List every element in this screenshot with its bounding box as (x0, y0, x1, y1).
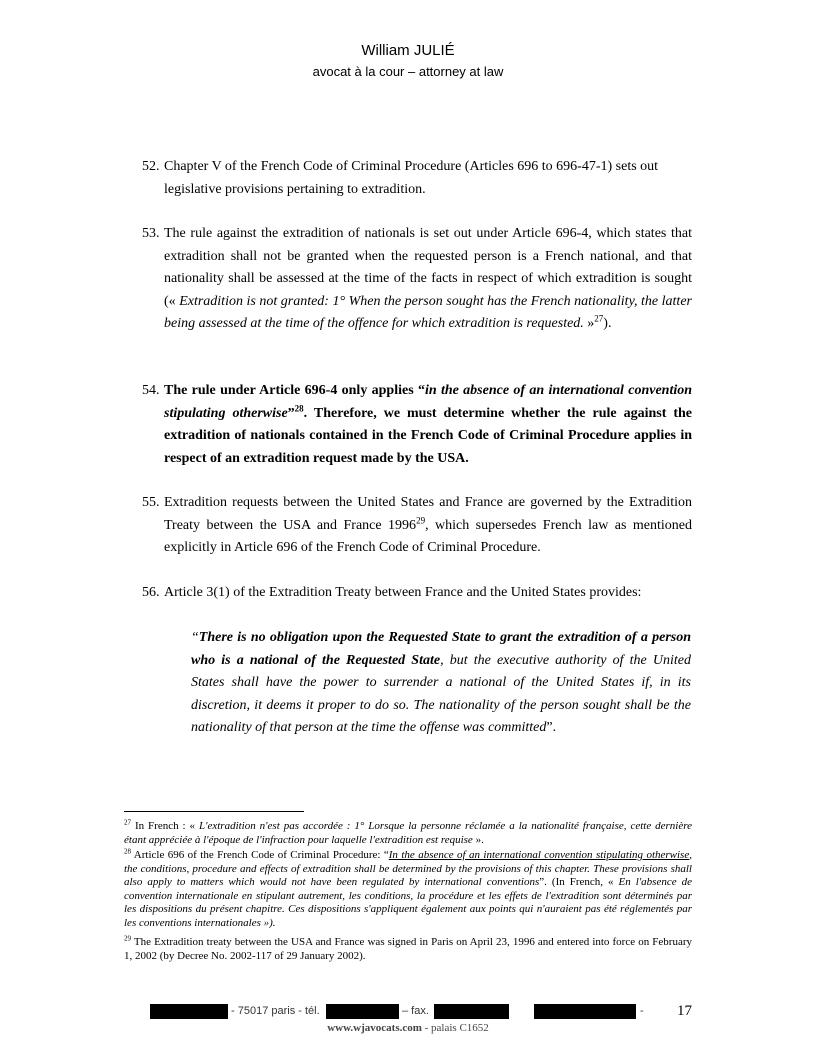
footnote-underlined-text: In the absence of an international convention stipulating otherwise (388, 849, 690, 861)
footnote-italic-french: En l'absence de convention internationale en stipulant autrement, les conditions, la procédure et les effets de l'extradition sont déterminés par les dispositions du présent chapitre. Ces dispositions s'appliquent également aux points qui n'auraient pas été réglementés par les conventions internationales »). (124, 876, 692, 929)
quoted-text: Extradition is not granted: 1° When the person sought has the French nationality, the latter being assessed at the time of the offence for which extradition is requested. (164, 293, 692, 331)
footer-dash: - (640, 1005, 644, 1017)
footnote-mark: 28 (124, 847, 131, 856)
paragraph-text (164, 223, 692, 336)
paragraph-55 (142, 492, 692, 560)
footnote-ref-29[interactable]: 29 (416, 514, 426, 525)
letterhead-name: William JULIÉ (361, 42, 455, 59)
text-segment: ” (287, 405, 295, 421)
footnote-ref-28[interactable]: 28 (294, 402, 304, 413)
paragraph-53 (142, 223, 692, 336)
paragraph-text (164, 492, 692, 560)
paragraph-number: 56. (142, 585, 160, 600)
paragraph-number: 53. (142, 226, 160, 241)
footer-postcode-text: - 75017 paris - tél. (231, 1005, 320, 1017)
footnote-text: ». (472, 833, 484, 846)
footer-website-link[interactable]: www.wjavocats.com (327, 1022, 422, 1034)
quote-bold-text: There is no obligation upon the Requested State to grant the extradition of a person who is a national of the Requested State (191, 630, 691, 668)
text-segment: . Therefore, we must determine whether the rule against the extradition of nationals contained in the French Code of Criminal Procedure applies in respect of an extradition request made by the USA. (164, 405, 692, 466)
footnote-mark: 27 (124, 818, 131, 827)
text-segment: ). (603, 316, 612, 331)
paragraph-number: 55. (142, 495, 160, 510)
footer-palais: - palais C1652 (421, 1022, 489, 1034)
footer-website-line (0, 1022, 816, 1034)
paragraph-text (164, 380, 692, 470)
footer-fax-text: – fax. (402, 1005, 429, 1017)
footnote-separator (124, 811, 304, 812)
quote-text: , but the executive authority of the United States shall have the power to surrender a national of the United States if, in its discretion, it deems it proper to do so. The nationality of the person sought shall be the nationality of that person at the time the offense was committed (191, 652, 691, 735)
paragraph-52 (142, 156, 692, 201)
text-segment: Extradition requests between the United States and France are governed by the Extradition Treaty between the USA and France 1996 (164, 495, 692, 533)
paragraph-56 (142, 582, 692, 605)
paragraph-number: 54. (142, 383, 160, 398)
paragraph-number: 52. (142, 159, 160, 174)
paragraph-text: Article 3(1) of the Extradition Treaty between France and the United States provides: (164, 585, 642, 600)
footnote-29 (124, 936, 692, 963)
redacted-block (326, 1004, 399, 1019)
quote-close: ”. (546, 720, 557, 735)
redacted-block (150, 1004, 228, 1019)
footnote-27 (124, 820, 692, 847)
footnote-text: In French : « (131, 820, 199, 832)
text-segment: The rule against the extradition of nationals is set out under Article 696-4, which states that extradition shall not be granted when the requested person is a French national, and that nationality shall be assessed at the time of the facts in respect of which extradition is sought (« (164, 226, 692, 309)
text-segment: , which supersedes French law as mentioned explicitly in Article 696 of the French Code of Criminal Procedure. (164, 517, 693, 555)
treaty-blockquote (191, 627, 691, 740)
paragraph-54 (142, 380, 692, 470)
text-segment: The rule under Article 696-4 only applies “ (164, 383, 425, 398)
footnote-ref-27[interactable]: 27 (594, 313, 604, 324)
footnote-text: Article 696 of the French Code of Criminal Procedure: “ (131, 849, 389, 861)
letterhead-subtitle: avocat à la cour – attorney at law (312, 64, 504, 79)
footnote-italic-text: , the conditions, procedure and effects of extradition shall be determined by the provisions of this chapter. These provisions shall also apply to matters which would not have been regulated by international conventions (124, 849, 692, 888)
page-number: 17 (677, 1003, 692, 1019)
paragraph-text: Chapter V of the French Code of Criminal Procedure (Articles 696 to 696-47-1) sets out legislative provisions pertaining to extradition. (164, 159, 659, 197)
footnote-text: The Extradition treaty between the USA and France was signed in Paris on April 23, 1996 and entered into force on February 1, 2002 (by Decree No. 2002-117 of 29 January 2002). (124, 936, 692, 962)
redacted-block (434, 1004, 509, 1019)
quoted-text: in the absence of an international convention stipulating otherwise (164, 383, 693, 421)
quote-open: “ (191, 630, 199, 645)
footnote-mark: 29 (124, 934, 131, 943)
footnote-text: ”. (In French, « (539, 876, 619, 888)
text-segment: » (583, 316, 595, 331)
footnote-28 (124, 849, 692, 930)
footnote-italic-text: L'extradition n'est pas accordée : 1° Lorsque la personne réclamée a la nationalité française, cette dernière étant appréciée à l'époque de l'infraction pour laquelle l'extradition est requise (124, 820, 693, 846)
redacted-block (534, 1004, 636, 1019)
